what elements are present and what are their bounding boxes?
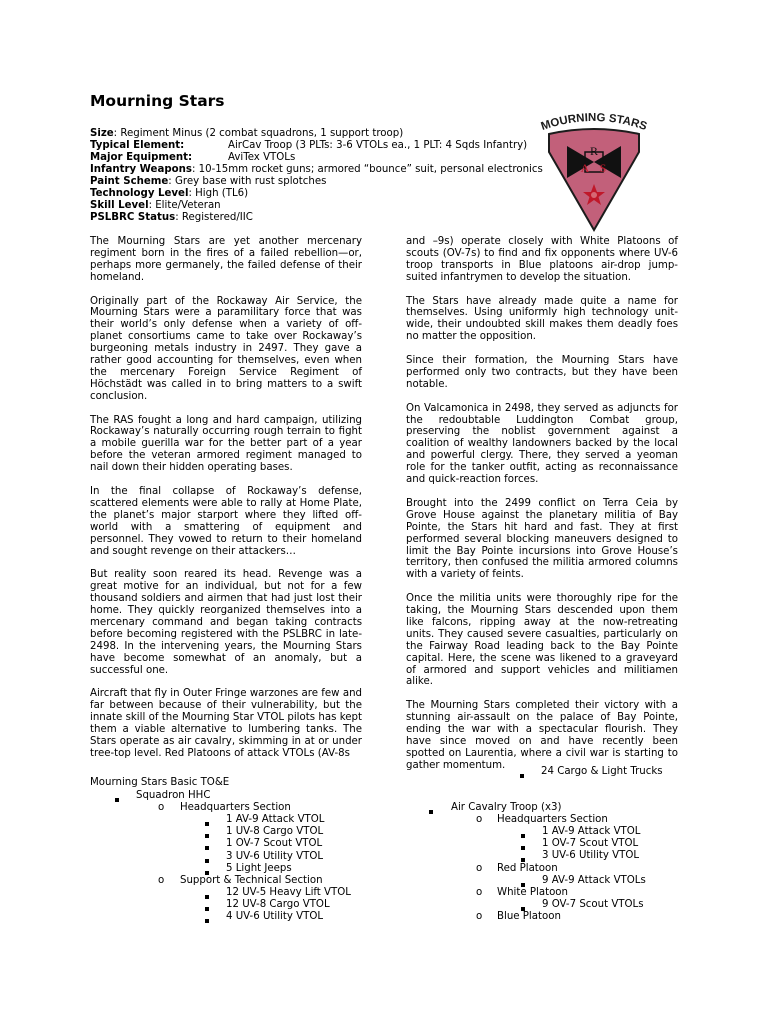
toe-item: 1 AV-9 Attack VTOL — [542, 826, 641, 838]
paragraph: Since their formation, the Mourning Stars have performed only two contracts, but they have been notable. — [406, 355, 678, 390]
spec-separator: : — [191, 164, 199, 175]
toe-item: Blue Platoon — [497, 910, 561, 922]
bullet-marker-icon — [520, 770, 524, 782]
page-title: Mourning Stars — [90, 92, 225, 110]
bullet-marker-icon — [429, 806, 433, 818]
spec-label — [90, 188, 188, 199]
logo-arc-text: MOURNING STARS — [539, 111, 649, 134]
spec-label-text: PSLBRC Status — [90, 212, 176, 223]
toe-item: 1 UV-8 Cargo VTOL — [226, 826, 324, 838]
toe-item: 4 UV-6 Utility VTOL — [226, 911, 324, 922]
spec-label — [90, 128, 114, 139]
toe-item: 3 UV-6 Utility VTOL — [226, 850, 324, 862]
toe-item: Support & Technical Section — [180, 874, 323, 886]
spec-row — [90, 212, 550, 224]
spec-value: Registered/IIC — [181, 212, 253, 223]
paragraph: The RAS fought a long and hard campaign, utilizing Rockaway’s naturally occurring rough terrain to fight a mobile guerilla war for the better part of a year before the veteran armored regiment managed to nail down their hidden operating bases. — [90, 414, 362, 474]
bullet-marker-icon: o — [158, 802, 165, 814]
toe-item: 5 Light Jeeps — [226, 862, 292, 874]
spec-row — [90, 128, 550, 140]
bullet-marker-icon — [205, 842, 209, 854]
spec-label-text: Typical Element — [90, 140, 181, 151]
toe-item: 1 AV-9 Attack VTOL — [226, 814, 325, 826]
spec-label-text: Technology Level — [90, 188, 189, 199]
spec-row — [90, 176, 550, 188]
bullet-marker-icon — [205, 855, 209, 867]
spec-row — [90, 140, 550, 152]
spec-value: Regiment Minus (2 combat squadrons, 1 support troop) — [120, 128, 404, 139]
bullet-marker-icon: o — [476, 814, 483, 826]
toe-item: Headquarters Section — [497, 814, 608, 826]
spec-label — [90, 140, 228, 152]
paragraph: The Stars have already made quite a name for themselves. Using uniformly high technology unit-wide, their undoubted skill makes them deadly foes no matter the opposition. — [406, 295, 678, 343]
toe-item: Squadron HHC — [136, 790, 211, 801]
spec-separator: : — [113, 128, 121, 139]
spec-label-text: Size — [90, 128, 114, 139]
spec-value: 10-15mm rocket guns; armored “bounce” suit, personal electronics — [198, 164, 543, 175]
spec-separator: : — [148, 200, 156, 211]
paragraph: But reality soon reared its head. Revenge was a great motive for an individual, but not for a few thousand soldiers and airmen that had just lost their home. They quickly reorganized themselves into a mercenary command and began taking contracts before becoming registered with the PSLBRC in late-2498. In the intervening years, the Mourning Stars have become somewhat of an anomaly, but a successful one. — [90, 569, 362, 676]
star-glint — [591, 192, 597, 198]
toe-item: Red Platoon — [497, 862, 558, 874]
spec-value: Elite/Veteran — [155, 200, 221, 211]
spec-separator: : — [188, 188, 196, 199]
bullet-marker-icon — [205, 903, 209, 915]
left-column — [90, 236, 362, 772]
spec-label — [90, 164, 192, 175]
bullet-marker-icon — [521, 842, 525, 854]
bullet-marker-icon — [205, 818, 209, 830]
spec-label — [90, 176, 168, 187]
bullet-marker-icon — [115, 794, 119, 806]
bullet-marker-icon: o — [476, 886, 483, 898]
spec-label-text: Infantry Weapons — [90, 164, 192, 175]
spec-row — [90, 152, 550, 164]
paragraph: On Valcamonica in 2498, they served as adjuncts for the redoubtable Luddington Combat group, preserving the noblist government against a coalition of wealthy landowners backed by the local and powerful clergy. There, they served a yeoman role for the tanker outfit, acting as reconnaissance and quick-reaction forces. — [406, 402, 678, 486]
paragraph: Originally part of the Rockaway Air Service, the Mourning Stars were a paramilitary force that was their world’s only defense when a variety of off-planet consortiums came to take over Rockaway’s burgeoning metals industry in 2497. They gave a rather good accounting for themselves, even when the mercenary Foreign Service Regiment of Höchstädt was called in to bring matters to a swift conclusion. — [90, 295, 362, 402]
toe-heading: Mourning Stars Basic TO&E — [90, 777, 230, 788]
spec-separator: : — [175, 212, 182, 223]
toe-item: 1 OV-7 Scout VTOL — [542, 838, 639, 850]
spec-separator: : — [180, 140, 185, 151]
spec-label — [90, 212, 175, 223]
logo-letter-a: A — [580, 161, 590, 175]
paragraph: The Mourning Stars completed their victory with a stunning air-assault on the palace of Bay Pointe, ending the war with a spectacular flourish. They have since moved on and have recently been spotted on Laurentia, where a civil war is starting to gather momentum. — [406, 700, 678, 771]
toe-item: 24 Cargo & Light Trucks — [541, 766, 663, 777]
right-column — [406, 236, 678, 784]
mourning-stars-logo — [537, 108, 651, 234]
toe-item: 12 UV-5 Heavy Lift VTOL — [226, 886, 351, 898]
spec-value: High (TL6) — [195, 188, 249, 199]
spec-row — [90, 200, 550, 212]
toe-item: Headquarters Section — [180, 802, 291, 814]
spec-label — [90, 152, 228, 164]
spec-value: AirCav Troop (3 PLTs: 3-6 VTOLs ea., 1 PLT: 4 Sqds Infantry) — [228, 140, 528, 151]
bullet-marker-icon: o — [476, 862, 483, 874]
paragraph: Aircraft that fly in Outer Fringe warzones are few and far between because of their vulnerability, but the innate skill of the Mourning Star VTOL pilots has kept them a viable alternative to lumbering tanks. The Stars operate as air cavalry, skimming in at or under tree-top level. Red Platoons of attack VTOLs (AV-8s — [90, 688, 362, 759]
toe-item: 9 AV-9 Attack VTOLs — [542, 874, 646, 886]
paragraph: Brought into the 2499 conflict on Terra Ceia by Grove House against the planetary militia of Bay Pointe, the Stars hit hard and fast. They at first performed several blocking maneuvers designed to limit the Bay Pointe incursions into Grove House’s territory, then confused the militia armored columns with a variety of feints. — [406, 497, 678, 581]
spec-separator: : — [188, 152, 193, 163]
bullet-marker-icon — [205, 915, 209, 927]
bullet-marker-icon: o — [476, 910, 483, 922]
toe-item: 1 OV-7 Scout VTOL — [226, 838, 323, 850]
bullet-marker-icon — [521, 830, 525, 842]
logo-letter-r: R — [589, 144, 599, 158]
logo-letter-s: S — [599, 161, 607, 175]
bullet-marker-icon — [205, 891, 209, 903]
paragraph: Once the militia units were thoroughly ripe for the taking, the Mourning Stars descended upon them like falcons, ripping away at the now-retreating units. They caused severe casualties, particularly on the Fairway Road leading back to the Bay Pointe capital. Here, the scene was likened to a graveyard of armored and support vehicles and militiamen alike. — [406, 593, 678, 688]
spec-value: Grey base with rust splotches — [174, 176, 327, 187]
spec-label-text: Major Equipment — [90, 152, 189, 163]
toe-item: White Platoon — [497, 886, 568, 898]
spec-row — [90, 188, 550, 200]
toe-item: Air Cavalry Troop (x3) — [451, 802, 562, 813]
paragraph: and –9s) operate closely with White Platoons of scouts (OV-7s) to find and fix opponents where UV-6 troop transports in Blue platoons air-drop jump-suited infantrymen to develop the situation. — [406, 236, 678, 283]
toe-item: 3 UV-6 Utility VTOL — [542, 850, 640, 862]
bullet-marker-icon: o — [158, 874, 165, 886]
paragraph: The Mourning Stars are yet another mercenary regiment born in the fires of a failed rebellion—or, perhaps more germanely, the failed defense of their homeland. — [90, 236, 362, 283]
toe-item: 9 OV-7 Scout VTOLs — [542, 898, 644, 910]
unit-specs — [90, 128, 550, 224]
spec-label-text: Skill Level — [90, 200, 149, 211]
spec-label-text: Paint Scheme — [90, 176, 169, 187]
toe-item: 12 UV-8 Cargo VTOL — [226, 898, 330, 910]
spec-row — [90, 164, 550, 176]
paragraph: In the final collapse of Rockaway’s defense, scattered elements were able to rally at Home Plate, the planet’s major starport where they lifted off-world with a smattering of equipment and personnel. They vowed to return to their homeland and sought revenge on their attackers… — [90, 485, 362, 557]
spec-separator: : — [168, 176, 175, 187]
spec-value: AviTex VTOLs — [228, 152, 296, 163]
spec-label — [90, 200, 149, 211]
bullet-marker-icon — [205, 830, 209, 842]
